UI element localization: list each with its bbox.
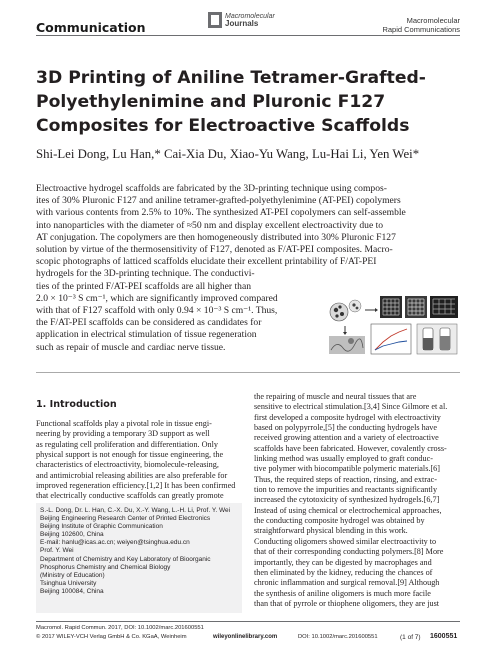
article-number: 1600551 <box>430 633 458 640</box>
logo-top-text: Macromolecular <box>225 13 275 20</box>
affiliation-line: Prof. Y. Wei <box>40 547 74 555</box>
body-line: characteristics of electroactivity, biomolecule-releasing, <box>36 460 219 470</box>
affiliation-line: Beijing Institute of Graphic Communication <box>40 523 163 531</box>
body-line: importantly, they can be digested by macrophages and <box>254 557 432 567</box>
abstract-line: with various contents from 2.5% to 10%. The synthesized AT-PEI copolymers can self-assemble <box>36 207 406 219</box>
journal-logo <box>208 12 275 28</box>
affiliation-line: Department of Chemistry and Key Laboratory of Bioorganic <box>40 555 211 563</box>
abstract-line: ties of the printed F/AT-PEI scaffolds are all higher than <box>36 280 252 292</box>
doi-text: DOI: 10.1002/marc.201600551 <box>298 634 378 640</box>
body-line: tive polymer with biocompatible polymeric materials.[6] <box>254 464 440 474</box>
body-line: neering by providing a temporary 3D support as well <box>36 429 210 439</box>
body-line: increased the cytotoxicity of synthesized hydrogels.[6,7] <box>254 495 440 505</box>
body-line: received growing attention and a variety of electroactive <box>254 433 439 443</box>
abstract-line: ites of 30% Pluronic F127 and aniline tetramer-grafted-polyethylenimine (AT-PEI) copolymers <box>36 195 401 207</box>
section-separator <box>36 372 460 373</box>
journal-name <box>382 16 460 34</box>
page-indicator: (1 of 7) <box>400 634 421 641</box>
affiliation-line: Beijing 100084, China <box>40 587 104 595</box>
abstract-line: scopic photographs of latticed scaffolds elucidate their excellent printability of F/AT-PEI <box>36 256 377 268</box>
abstract-line: AT conjugation. The copolymers are then homogeneously distributed into 30% Pluronic F127 <box>36 231 396 243</box>
abstract-line: Electroactive hydrogel scaffolds are fabricated by the 3D-printing technique using compos- <box>36 183 387 194</box>
affiliation-line: Tsinghua University <box>40 579 97 587</box>
body-line: linking method was usually employed to graft conduc- <box>254 454 433 464</box>
body-line: then eliminated by the kidney, reducing the chances of <box>254 567 433 577</box>
affiliation-line: S.-L. Dong, Dr. L. Han, C.-X. Du, X.-Y. Wang, L.-H. Li, Prof. Y. Wei <box>40 507 231 514</box>
affiliation-line: Beijing 102600, China <box>40 531 104 539</box>
conductivity-plot-icon <box>371 324 411 354</box>
hydrogel-vial-icon <box>417 324 457 354</box>
copyright-text: © 2017 WILEY-VCH Verlag GmbH & Co. KGaA, Weinheim <box>36 634 187 640</box>
journal-name-line1: Macromolecular <box>406 16 460 25</box>
abstract-line: 2.0 × 10⁻³ S cm⁻¹, which are significantly improved compared <box>36 292 278 304</box>
tissue-image-icon <box>329 336 365 354</box>
left-column-text <box>36 419 242 502</box>
abstract-line: into nanoparticles with the diameter of ≈50 nm and display excellent electroactivity due to <box>36 219 384 231</box>
body-line: the synthesis of aniline oligomers is much more facile <box>254 588 431 598</box>
body-line: Thus, the required steps of reaction, rinsing, and extrac- <box>254 474 438 484</box>
affiliation-line: Phosphorus Chemistry and Chemical Biology <box>40 563 171 571</box>
body-line: the repairing of muscle and neural tissues that are <box>254 392 417 401</box>
logo-bottom-text: Journals <box>225 19 259 28</box>
affiliation-email[interactable]: E-mail: hanlu@icas.ac.cn; weiyen@tsinghua.edu.cn <box>40 539 190 547</box>
body-line: scaffolds have been fabricated. However, covalently cross- <box>254 443 447 453</box>
section-label: Communication <box>36 20 146 35</box>
body-line: that electrically conductive scaffolds can greatly promote <box>36 491 224 501</box>
logo-mark-icon <box>208 12 222 28</box>
affiliation-text <box>40 507 230 596</box>
body-line: than that of pyrrole or thiophene oligomers, they are just <box>254 598 440 608</box>
abstract-line: such as repair of muscle and cardiac nerve tissue. <box>36 341 226 353</box>
body-line: Conducting oligomers showed similar electroactivity to <box>254 536 437 546</box>
body-line: tion to remove the impurities and reactants significantly <box>254 485 438 495</box>
citation-text: Macromol. Rapid Commun. 2017, DOI: 10.1002/marc.201600551 <box>36 625 204 631</box>
affiliation-line: Beijing Engineering Research Center of Printed Electronics <box>40 515 211 523</box>
body-line: first developed a composite hydrogel with electroactivity <box>254 412 441 422</box>
body-line: improved regeneration efficiency.[1,2] It has been confirmed <box>36 481 236 491</box>
nanoparticle-cluster-icon <box>330 300 361 321</box>
journal-name-line2: Rapid Communications <box>382 25 460 34</box>
body-line: chronic inflammation and surgical removal.[9] Although <box>254 578 440 588</box>
body-line: physical support is not enough for tissue engineering, the <box>36 450 224 460</box>
body-line: that of their corresponding conducting polymers.[8] More <box>254 547 444 557</box>
section-heading: 1. Introduction <box>36 399 117 410</box>
footer-rule <box>36 621 460 622</box>
body-line: as regulating cell proliferation and differentiation. Only <box>36 439 218 449</box>
body-line: sensitive to electrical stimulation.[3,4] Since Gilmore et al. <box>254 402 448 412</box>
body-line: and antimicrobial releasing abilities are also preferable for <box>36 470 228 480</box>
body-line: Functional scaffolds play a pivotal role in tissue engi- <box>36 419 212 428</box>
body-line: the conducting composite hydrogel was obtained by <box>254 516 425 526</box>
graphical-abstract-figure <box>325 292 461 356</box>
affiliation-line: (Ministry of Education) <box>40 571 105 579</box>
author-list: Shi-Lei Dong, Lu Han,* Cai-Xia Du, Xiao-Yu Wang, Lu-Hai Li, Yen Wei* <box>36 147 420 161</box>
abstract-line: solution by virtue of the thermosensitivity of F127, denoted as F/AT-PEI composites. Macro- <box>36 244 393 256</box>
body-line: straightforward physical blending in this work. <box>254 526 408 536</box>
body-line: Instead of using chemical or electrochemical approaches, <box>254 505 442 515</box>
body-line: based on polypyrrole,[5] the conducting hydrogels have <box>254 423 438 433</box>
abstract-line: hydrogels for the 3D-printing technique. The conductivi- <box>36 268 255 280</box>
abstract-line: application in electrical stimulation of tissue regeneration <box>36 329 257 341</box>
scaffold-photo-icon <box>380 296 458 318</box>
abstract-line: with that of F127 scaffold with only 0.94 × 10⁻³ S cm⁻¹. Thus, <box>36 305 278 317</box>
website-link[interactable]: wileyonlinelibrary.com <box>213 634 278 640</box>
abstract-line: the F/AT-PEI scaffolds can be considered as candidates for <box>36 317 262 329</box>
header-rule <box>36 35 460 36</box>
right-column-text <box>254 392 460 609</box>
article-title: 3D Printing of Aniline Tetramer-Grafted-Polyethylenimine and Pluronic F127 Composites for Electroactive Scaffolds <box>36 68 426 136</box>
